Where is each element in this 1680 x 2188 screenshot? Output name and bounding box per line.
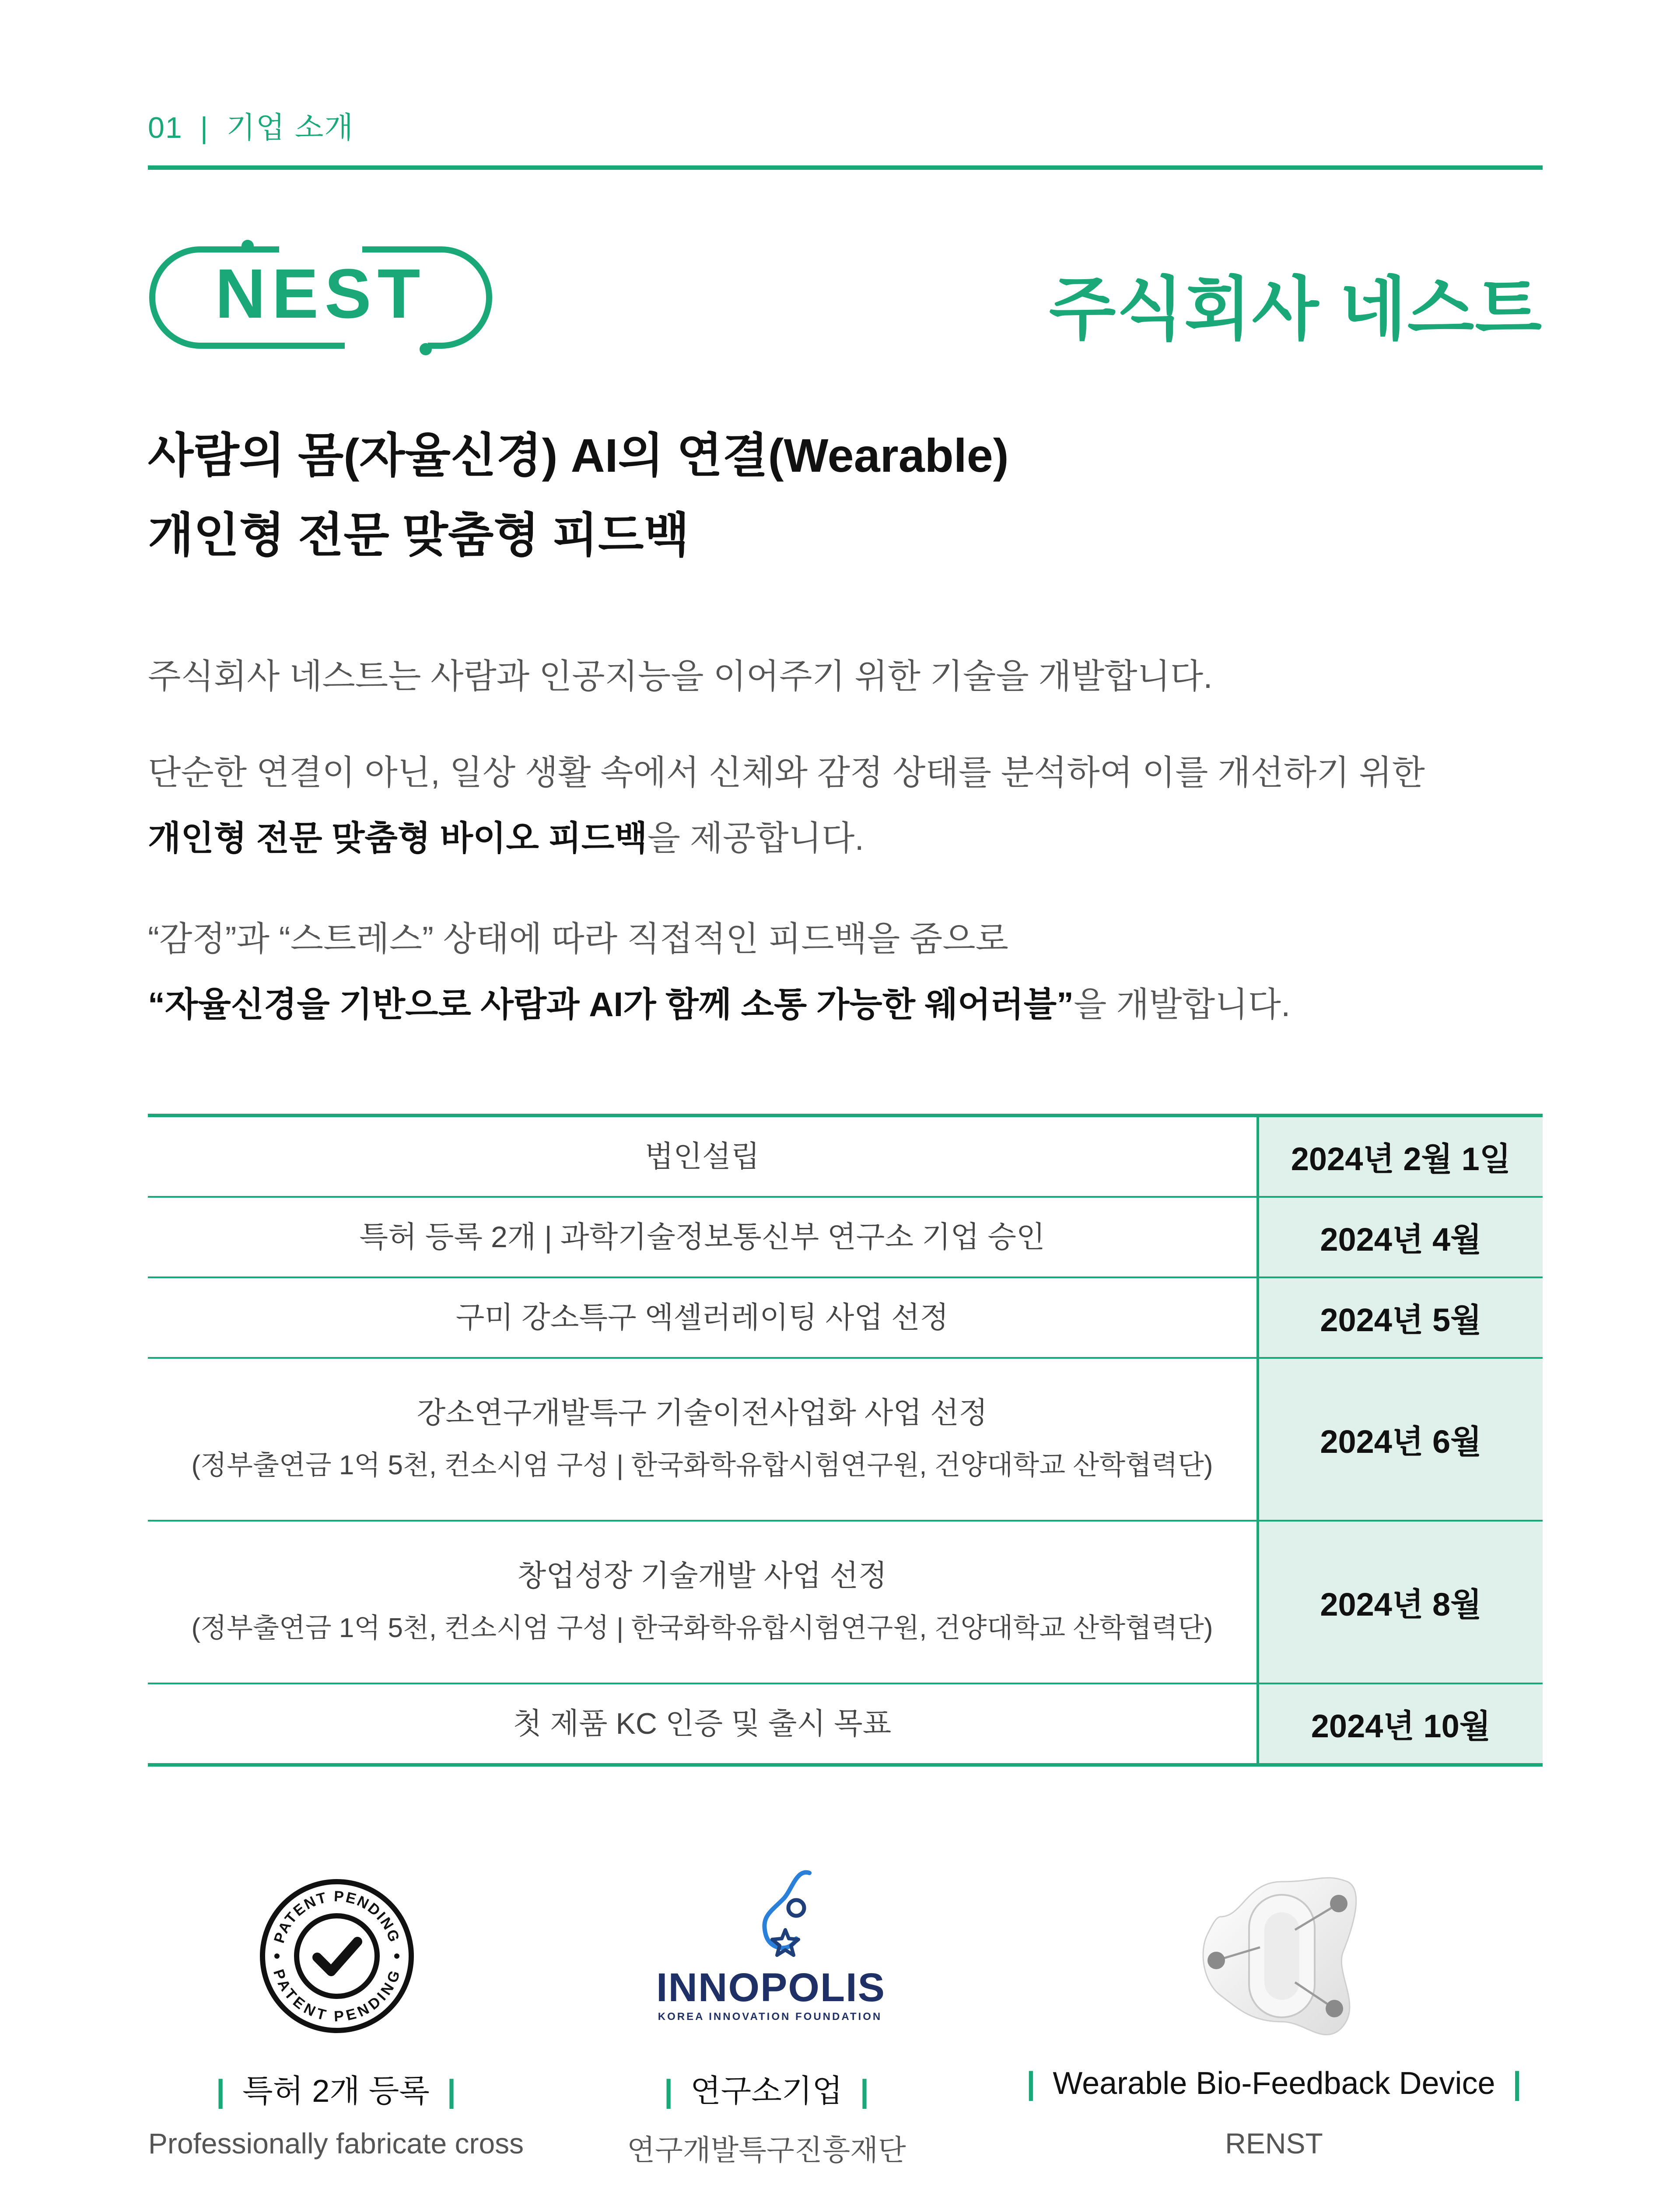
headline bbox=[148, 416, 1009, 575]
event-text: 구미 강소특구 엑셀러레이팅 사업 선정 bbox=[455, 1301, 949, 1334]
badge-title-text: 연구소기업 bbox=[690, 2074, 843, 2109]
section-label bbox=[148, 104, 354, 147]
patent-pending-stamp-icon bbox=[256, 1864, 418, 2048]
table-row bbox=[148, 1278, 1543, 1359]
badge-title-text: 특허 2개 등록 bbox=[242, 2074, 430, 2109]
event-cell bbox=[148, 1117, 1259, 1196]
p2-line-2 bbox=[148, 805, 1425, 871]
p3-bold: “자율신경을 기반으로 사람과 AI가 함께 소통 가능한 웨어러블” bbox=[148, 985, 1074, 1024]
p3-line-1: “감정”과 “스트레스” 상태에 따라 직접적인 피드백을 줌으로 bbox=[148, 919, 1008, 958]
event-cell bbox=[148, 1359, 1259, 1520]
date-cell: 2024년 4월 bbox=[1259, 1198, 1543, 1276]
p3-line-2 bbox=[148, 971, 1291, 1037]
body-paragraph-1: 주식회사 네스트는 사람과 인공지능을 이어주기 위한 기술을 개발합니다. bbox=[148, 657, 1213, 695]
badge-title-text: Wearable Bio-Feedback Device bbox=[1053, 2066, 1495, 2101]
p2-line-1: 단순한 연결이 아닌, 일상 생활 속에서 신체와 감정 상태를 분석하여 이를 개선하기 위한 bbox=[148, 753, 1425, 792]
section-number: 01 bbox=[148, 111, 183, 144]
date-cell: 2024년 6월 bbox=[1259, 1359, 1543, 1520]
event-cell bbox=[148, 1522, 1259, 1683]
p2-rest: 을 제공합니다. bbox=[647, 819, 864, 857]
event-cell bbox=[148, 1684, 1259, 1763]
headline-line-2: 개인형 전문 맞춤형 피드백 bbox=[148, 508, 690, 561]
badge-title-device: | Wearable Bio-Feedback Device | bbox=[1026, 2066, 1522, 2101]
badge-title-patent: | 특허 2개 등록 | bbox=[216, 2074, 456, 2109]
innopolis-logo bbox=[656, 1864, 884, 2048]
date-cell: 2024년 2월 1일 bbox=[1259, 1117, 1543, 1196]
section-title: 기업 소개 bbox=[226, 111, 354, 144]
stamp-text-bottom: PATENT PENDING bbox=[270, 1967, 404, 2025]
logo-text: NEST bbox=[215, 254, 427, 333]
body-paragraph-2 bbox=[148, 740, 1425, 871]
badge-title-lab: | 연구소기업 | bbox=[664, 2074, 869, 2109]
stamp-text-top: PATENT PENDING bbox=[270, 1888, 403, 1946]
event-text: 강소연구개발특구 기술이전사업화 사업 선정 bbox=[416, 1396, 988, 1430]
top-divider bbox=[148, 165, 1543, 170]
innopolis-wordmark: INNOPOLIS bbox=[656, 1965, 886, 2010]
badge-subtitle-lab: 연구개발특구진흥재단 bbox=[627, 2134, 906, 2166]
event-subtext: (정부출연금 1억 5천, 컨소시엄 구성 | 한국화학유합시험연구원, 건양대학교 산학협력단) bbox=[191, 1613, 1213, 1643]
p3-rest: 을 개발합니다. bbox=[1074, 985, 1291, 1024]
table-row bbox=[148, 1684, 1543, 1763]
date-cell: 2024년 10월 bbox=[1259, 1684, 1543, 1763]
headline-line-1: 사람의 몸(자율신경) AI의 연결(Wearable) bbox=[148, 429, 1009, 482]
event-text: 특허 등록 2개 | 과학기술정보통신부 연구소 기업 승인 bbox=[359, 1220, 1045, 1254]
event-cell bbox=[148, 1278, 1259, 1357]
company-name: 주식회사 네스트 bbox=[1049, 271, 1543, 348]
event-text: 첫 제품 KC 인증 및 출시 목표 bbox=[513, 1707, 892, 1740]
table-row bbox=[148, 1198, 1543, 1278]
nest-logo bbox=[148, 236, 494, 359]
body-paragraph-3 bbox=[148, 906, 1291, 1037]
event-text: 창업성장 기술개발 사업 선정 bbox=[517, 1559, 887, 1592]
innopolis-figure-icon bbox=[744, 1864, 822, 1965]
event-cell bbox=[148, 1198, 1259, 1276]
badge-subtitle-device: RENST bbox=[1225, 2127, 1323, 2160]
badge-subtitle-patent: Professionally fabricate cross bbox=[148, 2127, 524, 2160]
event-subtext: (정부출연금 1억 5천, 컨소시엄 구성 | 한국화학유합시험연구원, 건양대학교 산학협력단) bbox=[191, 1450, 1213, 1480]
innopolis-subtext: KOREA INNOVATION FOUNDATION bbox=[658, 2011, 882, 2023]
table-row bbox=[148, 1117, 1543, 1198]
table-row bbox=[148, 1522, 1543, 1684]
wearable-device-image bbox=[1194, 1864, 1369, 2048]
p2-bold: 개인형 전문 맞춤형 바이오 피드백 bbox=[148, 819, 648, 857]
date-cell: 2024년 5월 bbox=[1259, 1278, 1543, 1357]
table-row bbox=[148, 1359, 1543, 1522]
timeline-table bbox=[148, 1114, 1543, 1767]
date-cell: 2024년 8월 bbox=[1259, 1522, 1543, 1683]
section-separator: | bbox=[200, 111, 209, 144]
event-text: 법인설립 bbox=[644, 1140, 760, 1173]
